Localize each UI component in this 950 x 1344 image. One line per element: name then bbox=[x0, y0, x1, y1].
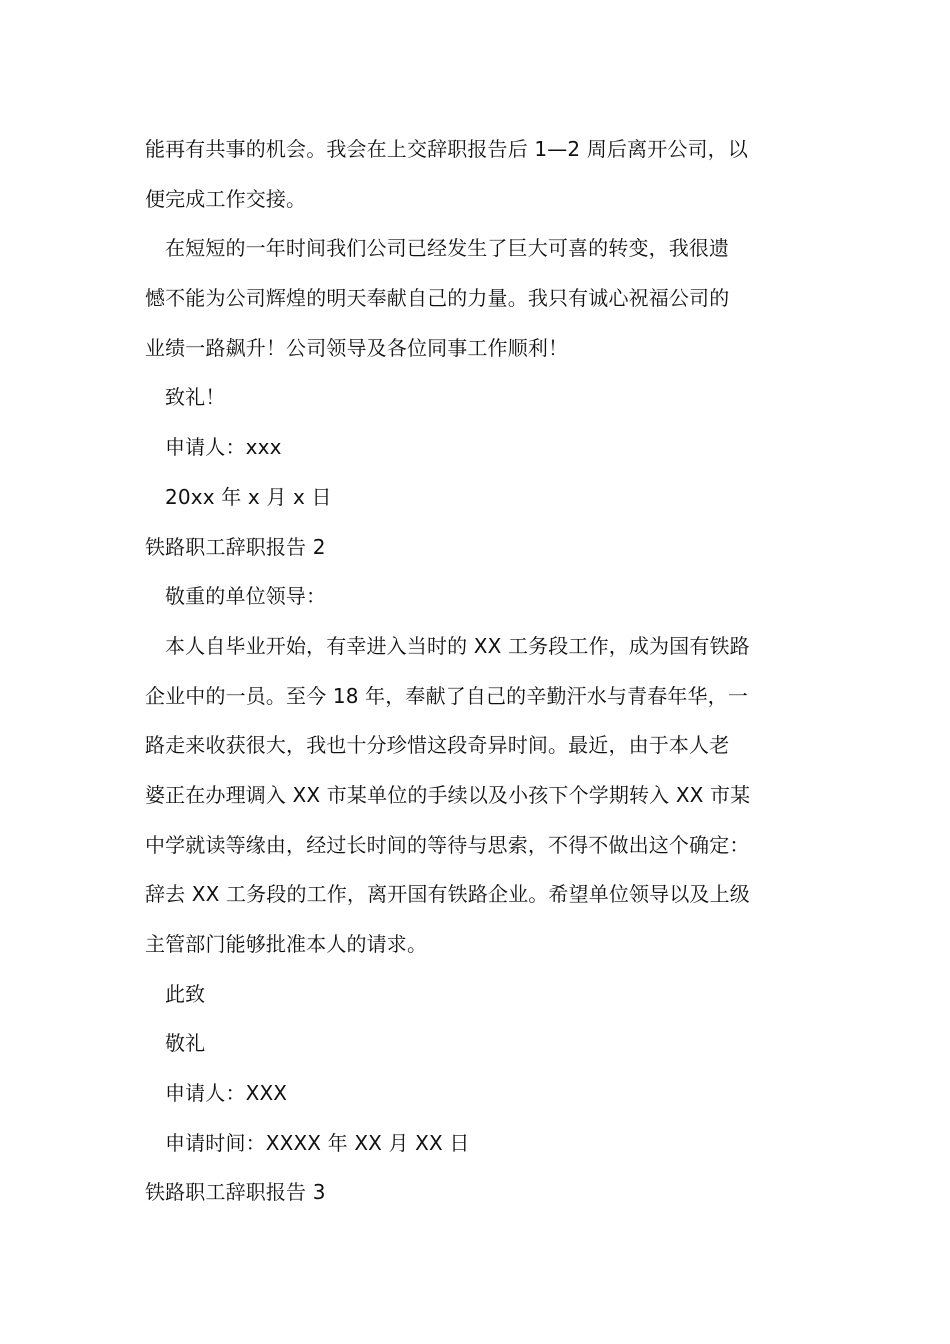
closing-salutation: 致礼！ bbox=[165, 385, 226, 410]
text-line: 业绩一路飙升！公司领导及各位同事工作顺利！ bbox=[145, 335, 569, 360]
closing-phrase: 此致 bbox=[165, 981, 206, 1006]
applicant-name: 申请人：XXX bbox=[165, 1081, 288, 1106]
text-line: 辞去 XX 工务段的工作，离开国有铁路企业。希望单位领导以及上级 bbox=[145, 882, 750, 907]
document-body bbox=[145, 125, 825, 1218]
section-title: 铁路职工辞职报告 3 bbox=[145, 1180, 326, 1205]
text-line: 企业中的一员。至今 18 年，奉献了自己的辛勤汗水与青春年华，一 bbox=[145, 683, 748, 708]
text-line: 路走来收获很大，我也十分珍惜这段奇异时间。最近，由于本人老 bbox=[145, 733, 730, 758]
text-line: 中学就读等缘由，经过长时间的等待与思索，不得不做出这个确定： bbox=[145, 832, 750, 857]
closing-salutation: 敬礼 bbox=[165, 1031, 206, 1056]
text-line: 在短短的一年时间我们公司已经发生了巨大可喜的转变，我很遗 bbox=[165, 236, 730, 261]
applicant-name: 申请人：xxx bbox=[165, 435, 282, 460]
text-line: 本人自毕业开始，有幸进入当时的 XX 工务段工作，成为国有铁路 bbox=[165, 633, 750, 658]
text-line: 便完成工作交接。 bbox=[145, 186, 307, 211]
text-line: 能再有共事的机会。我会在上交辞职报告后 1—2 周后离开公司，以 bbox=[145, 137, 748, 161]
section-title: 铁路职工辞职报告 2 bbox=[145, 534, 326, 559]
text-line: 主管部门能够批准本人的请求。 bbox=[145, 932, 428, 956]
letter-greeting: 敬重的单位领导： bbox=[165, 584, 327, 609]
text-line: 婆正在办理调入 XX 市某单位的手续以及小孩下个学期转入 XX 市某 bbox=[145, 782, 751, 807]
application-date: 申请时间：XXXX 年 XX 月 XX 日 bbox=[165, 1130, 470, 1155]
application-date: 20xx 年 x 月 x 日 bbox=[165, 484, 332, 509]
text-line: 憾不能为公司辉煌的明天奉献自己的力量。我只有诚心祝福公司的 bbox=[145, 286, 730, 311]
